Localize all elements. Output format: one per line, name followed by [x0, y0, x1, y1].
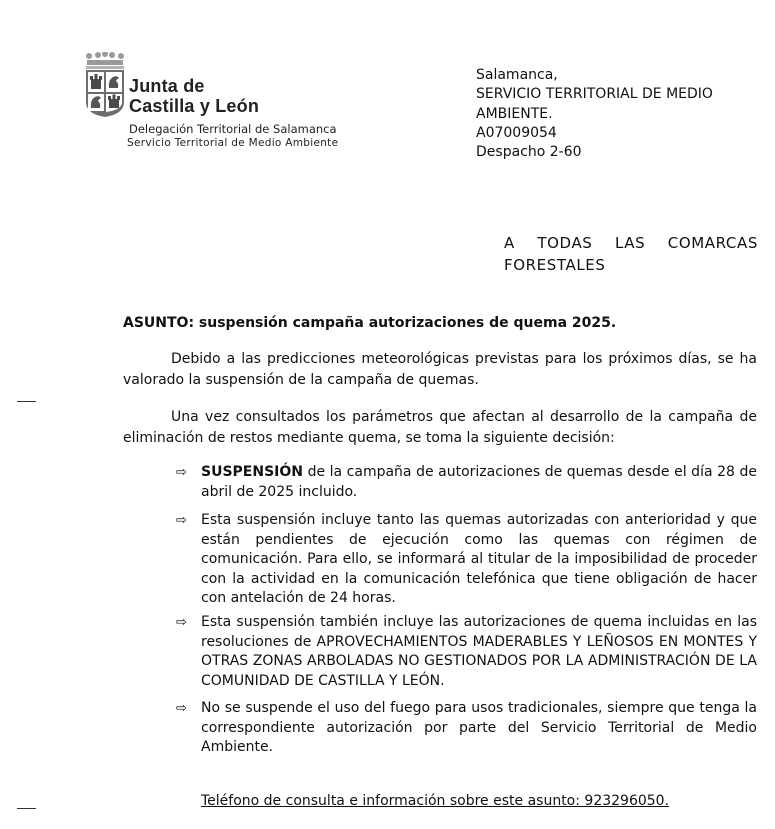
list-item-emphasis: SUSPENSIÓN: [201, 464, 303, 480]
recipient: A TODAS LAS COMARCAS FORESTALES: [504, 234, 758, 274]
logo-name-line1: Junta de: [129, 76, 205, 96]
paragraph: Una vez consultados los parámetros que afectan al desarrollo de la campaña de eliminación de restos mediante quema, se toma la siguiente decisión:: [123, 409, 757, 446]
fold-mark: [17, 808, 36, 809]
logo-wordmark: [129, 76, 259, 116]
arrow-icon: ⇨: [176, 513, 187, 528]
sender-block: [476, 66, 766, 162]
sender-line: Despacho 2-60: [476, 144, 582, 161]
sender-line: Salamanca,: [476, 67, 558, 83]
list-item: [176, 463, 757, 502]
arrow-icon: ⇨: [176, 701, 187, 716]
list-item: [176, 511, 757, 609]
list-item-body: de la campaña de autorizaciones de quemas desde el día 28 de abril de 2025 incluido.: [201, 464, 757, 500]
arrow-icon: ⇨: [176, 465, 187, 480]
fold-mark: [17, 401, 36, 402]
logo-subtitle: Delegación Territorial de Salamanca: [129, 122, 337, 136]
list-item: [176, 699, 757, 758]
paragraph: Debido a las predicciones meteorológicas previstas para los próximos días, se ha valorado la suspensión de la campaña de quemas.: [123, 351, 757, 388]
logo-service: Servicio Territorial de Medio Ambiente: [127, 137, 339, 149]
list-item-text: Esta suspensión también incluye las autorizaciones de quema incluidas en las resoluciones de APROVECHAMIENTOS MADERABLES Y LEÑOSOS EN MONTES Y OTRAS ZONAS ARBOLADAS NO GESTIONADOS POR LA ADMINISTRACIÓN DE LA COMUNIDAD DE CASTILLA Y LEÓN.: [201, 614, 757, 689]
sender-line: A07009054: [476, 124, 557, 141]
list-item-text: No se suspende el uso del fuego para usos tradicionales, siempre que tenga la correspondiente autorización por parte del Servicio Territorial de Medio Ambiente.: [201, 700, 757, 756]
logo-name-line2: Castilla y León: [129, 96, 260, 116]
list-item: [176, 613, 757, 691]
arrow-icon: ⇨: [176, 615, 187, 630]
contact-phone-line: Teléfono de consulta e información sobre este asunto: 923296050.: [201, 793, 670, 809]
list-item-text: Esta suspensión incluye tanto las quemas autorizadas con anterioridad y que están pendientes de ejecución como las quemas con régimen de comunicación. Para ello, se informará al titular de la imposibilidad de proceder con la actividad en la comunicación telefónica que tiene obligación de hacer con antelación de 24 horas.: [201, 512, 757, 607]
coat-of-arms-icon: [84, 52, 126, 118]
list-item-text: [201, 463, 757, 502]
sender-line: AMBIENTE.: [476, 105, 553, 122]
sender-line: SERVICIO TERRITORIAL DE MEDIO: [476, 86, 713, 103]
junta-logo: [84, 52, 354, 152]
subject-line: ASUNTO: suspensión campaña autorizaciones de quema 2025.: [123, 315, 617, 331]
